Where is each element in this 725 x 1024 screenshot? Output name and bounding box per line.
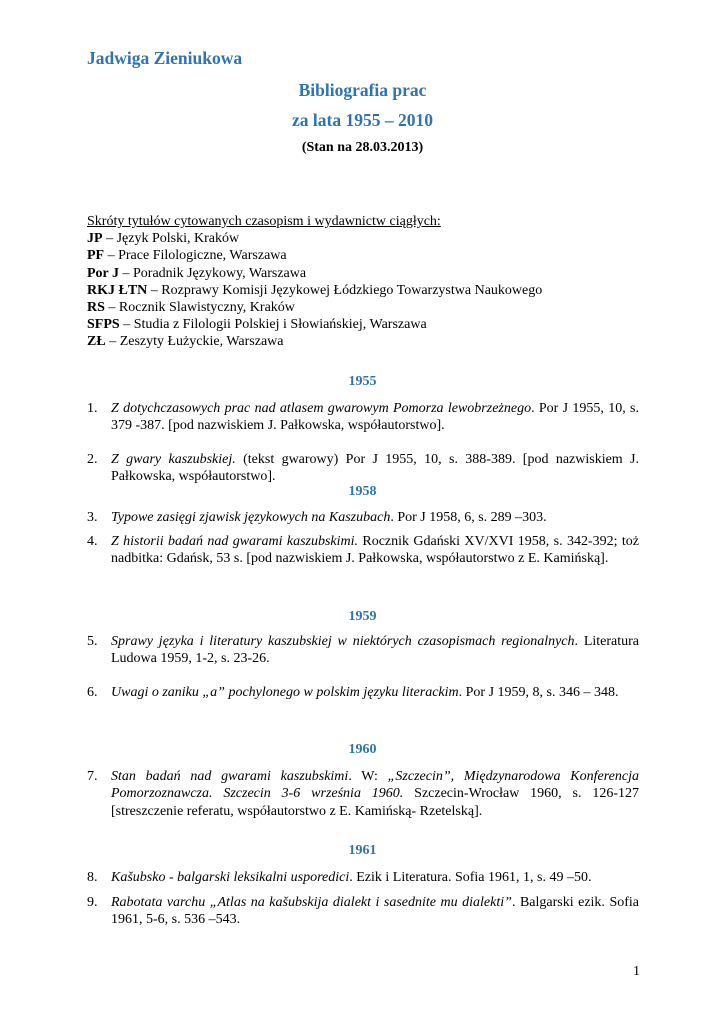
bibliography-entry (87, 684, 639, 701)
bibliography-entry (87, 509, 639, 526)
entry-number: 3. (87, 510, 98, 525)
entry-details: (tekst gwarowy) Por J 1955, 10, s. 388-389. [pod nazwiskiem J. Pałkowska, współautorstwo]. (111, 452, 639, 485)
author-name: Jadwiga Zieniukowa (87, 48, 243, 68)
entry-number: 4. (87, 534, 98, 549)
entry-number: 2. (87, 452, 98, 467)
entry-title: Z historii badań nad gwarami kaszubskimi. (111, 534, 359, 549)
abbreviation-desc: – Studia z Filologii Polskiej i Słowiańskiej, Warszawa (119, 317, 427, 333)
entry-number: 5. (87, 634, 98, 649)
abbreviation-code: RS (87, 300, 105, 316)
entry-details: . Por J 1955, 10, s. 379 -387. [pod nazwiskiem J. Pałkowska, współautorstwo]. (111, 401, 639, 434)
abbreviation-code: JP (87, 231, 103, 247)
entry-details: . Por J 1959, 8, s. 346 – 348. (458, 685, 619, 700)
bibliography-entry (87, 894, 639, 929)
entry-title: Z dotychczasowych prac nad atlasem gwarowym Pomorza lewobrzeżnego (111, 401, 532, 416)
bibliography-entry (87, 633, 639, 668)
year-heading-1955: 1955 (348, 374, 377, 389)
entry-details: . W: (348, 769, 388, 784)
abbreviation-code: RKJ ŁTN (87, 282, 148, 298)
abbreviation-desc: – Język Polski, Kraków (102, 231, 240, 247)
entry-details: Rocznik Gdański XV/XVI 1958, s. 342-392; toż nadbitka: Gdańsk, 53 s. [pod nazwiskiem J. Pałkowska, współautorstwo z E. Kamińską]. (111, 534, 639, 567)
entry-number: 7. (87, 769, 98, 784)
year-heading-1959: 1959 (348, 609, 377, 624)
abbreviation-desc: – Prace Filologiczne, Warszawa (104, 248, 287, 264)
entry-title: Typowe zasięgi zjawisk językowych na Kaszubach (111, 510, 391, 525)
entry-details: . Ezik i Literatura. Sofia 1961, 1, s. 49 –50. (349, 870, 592, 885)
abbreviation-code: Por J (87, 265, 120, 281)
bibliography-entry (87, 400, 639, 435)
entry-details-2: Szczecin-Wrocław 1960, s. 126-127 [streszczenie referatu, współautorstwo z E. Kamińską- Rzetelską]. (111, 786, 639, 819)
year-heading-1958: 1958 (348, 484, 377, 499)
status-date: (Stan na 28.03.2013) (301, 140, 424, 155)
entry-details: . Por J 1958, 6, s. 289 –303. (390, 510, 547, 525)
abbreviation-item (87, 282, 647, 299)
abbreviation-desc: – Rocznik Slawistyczny, Kraków (104, 300, 295, 316)
abbreviation-desc: – Rozprawy Komisji Językowej Łódzkiego Towarzystwa Naukowego (147, 282, 543, 298)
abbreviations-heading: Skróty tytułów cytowanych czasopism i wydawnictw ciągłych: (87, 214, 441, 229)
abbreviation-item (87, 247, 647, 264)
entry-title: Stan badań nad gwarami kaszubskimi (111, 769, 349, 784)
abbreviation-item (87, 299, 647, 316)
title-line-2: za lata 1955 – 2010 (292, 110, 433, 130)
entry-title: Sprawy języka i literatury kaszubskiej w niektórych czasopismach regionalnych (111, 634, 575, 649)
entry-title: Uwagi o zaniku „a” pochylonego w polskim języku literackim (111, 685, 459, 700)
entry-number: 6. (87, 685, 98, 700)
abbreviations-list (87, 213, 647, 351)
abbreviation-item (87, 230, 647, 247)
abbreviation-code: ZŁ (87, 334, 106, 350)
abbreviation-code: PF (87, 248, 105, 264)
abbreviation-item (87, 333, 647, 350)
abbreviation-item (87, 265, 647, 282)
entry-number: 1. (87, 401, 98, 416)
entry-source-title: „Szczecin”, Międzynarodowa Konferencja Pomorzoznawcza. Szczecin 3-6 września 1960. (111, 769, 639, 802)
bibliography-entry (87, 533, 639, 568)
entry-title: Z gwary kaszubskiej. (111, 452, 236, 467)
entry-details: . Literatura Ludowa 1959, 1-2, s. 23-26. (111, 634, 640, 667)
entry-title: Kašubsko - balgarski leksikalni usporedici (111, 870, 350, 885)
page-number: 1 (633, 964, 640, 979)
title-line-1: Bibliografia prac (298, 80, 427, 100)
entry-number: 9. (87, 895, 98, 910)
entry-number: 8. (87, 870, 98, 885)
abbreviation-desc: – Zeszyty Łużyckie, Warszawa (105, 334, 284, 350)
year-heading-1960: 1960 (348, 742, 377, 757)
bibliography-entry (87, 768, 639, 820)
year-heading-1961: 1961 (348, 843, 377, 858)
bibliography-entry (87, 451, 639, 486)
abbreviation-item (87, 316, 647, 333)
entry-title: Rabotata varchu „Atlas na kašubskija dialekt i sasednite mu dialekti” (111, 895, 512, 910)
abbreviation-code: SFPS (87, 317, 120, 333)
entry-details: . Balgarski ezik. Sofia 1961, 5-6, s. 536 –543. (111, 895, 639, 928)
abbreviation-desc: – Poradnik Językowy, Warszawa (119, 265, 307, 281)
bibliography-entry (87, 869, 639, 886)
